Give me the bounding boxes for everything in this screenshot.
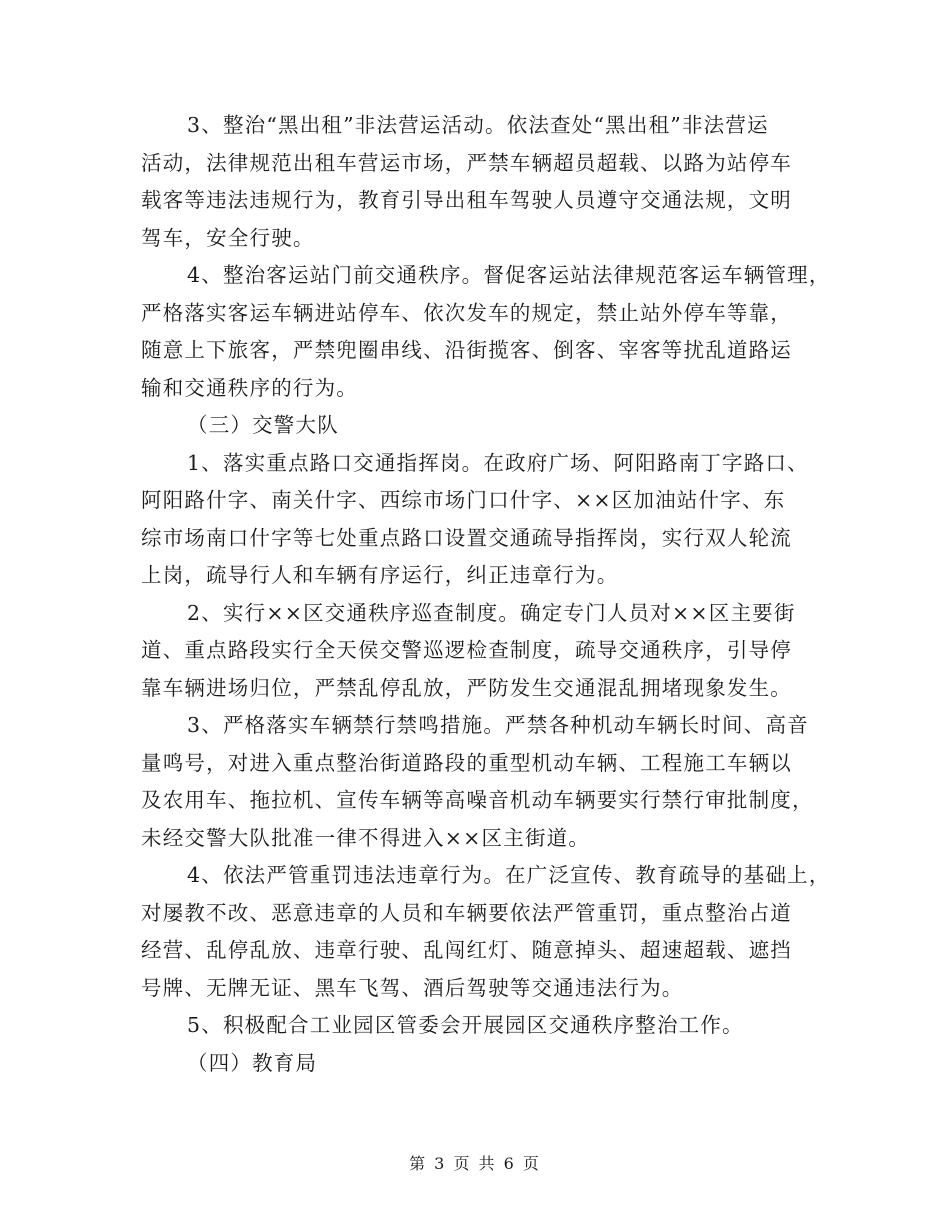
paragraph <box>141 257 831 407</box>
text-line: 4、依法严管重罚违法违章行为。在广泛宣传、教育疏导的基础上， <box>187 863 831 887</box>
text-line: 5、积极配合工业园区管委会开展园区交通秩序整治工作。 <box>187 1013 744 1037</box>
paragraph <box>141 1007 831 1045</box>
text-line: 载客等违法违规行为，教育引导出租车驾驶人员遵守交通法规，文明 <box>141 188 792 212</box>
heading-text: （四）教育局 <box>187 1050 318 1075</box>
page-footer: 第 3 页 共 6 页 <box>409 1154 541 1173</box>
paragraph <box>141 107 831 257</box>
text-line: 4、整治客运站门前交通秩序。督促客运站法律规范客运车辆管理， <box>187 263 831 287</box>
text-line: 量鸣号，对进入重点整治街道路段的重型机动车辆、工程施工车辆以 <box>141 750 792 775</box>
text-line: 号牌、无牌无证、黑车飞驾、酒后驾驶等交通违法行为。 <box>141 975 684 1000</box>
paragraph <box>141 445 831 595</box>
text-line: 1、落实重点路口交通指挥岗。在政府广场、阿阳路南丁字路口、 <box>187 450 809 475</box>
text-line: 及农用车、拖拉机、宣传车辆等高噪音机动车辆要实行禁行审批制度， <box>141 788 814 812</box>
text-line: 输和交通秩序的行为。 <box>141 375 358 400</box>
text-line: 综市场南口什字等七处重点路口设置交通疏导指挥岗，实行双人轮流 <box>141 525 792 550</box>
text-line: 道、重点路段实行全天侯交警巡逻检查制度，疏导交通秩序，引导停 <box>141 638 792 662</box>
text-line: 阿阳路什字、南关什字、西综市场门口什字、××区加油站什字、东 <box>141 488 786 512</box>
text-line: 经营、乱停乱放、违章行驶、乱闯红灯、随意掉头、超速超载、遮挡 <box>141 938 792 962</box>
section-heading <box>141 407 831 445</box>
text-line: 驾车，安全行驶。 <box>141 225 315 250</box>
heading-text: （三）交警大队 <box>187 413 339 437</box>
text-line: 上岗，疏导行人和车辆有序运行，纠正违章行为。 <box>141 563 619 587</box>
text-line: 3、整治“黑出租”非法营运活动。依法查处“黑出租”非法营运 <box>187 113 769 137</box>
text-line: 2、实行××区交通秩序巡查制度。确定专门人员对××区主要街 <box>187 600 796 625</box>
paragraph <box>141 857 831 1007</box>
text-line: 未经交警大队批准一律不得进入××区主街道。 <box>141 825 591 850</box>
text-line: 3、严格落实车辆禁行禁鸣措施。严禁各种机动车辆长时间、高音 <box>187 713 809 737</box>
text-line: 严格落实客运车辆进站停车、依次发车的规定，禁止站外停车等靠， <box>141 300 792 325</box>
text-line: 靠车辆进场归位，严禁乱停乱放，严防发生交通混乱拥堵现象发生。 <box>141 675 792 700</box>
text-line: 活动，法律规范出租车营运市场，严禁车辆超员超载、以路为站停车 <box>141 150 792 175</box>
section-heading <box>141 1045 831 1083</box>
paragraph <box>141 595 831 708</box>
text-line: 随意上下旅客，严禁兜圈串线、沿街揽客、倒客、宰客等扰乱道路运 <box>141 338 792 362</box>
text-line: 对屡教不改、恶意违章的人员和车辆要依法严管重罚，重点整治占道 <box>141 900 792 925</box>
paragraph <box>141 707 831 857</box>
document-body <box>141 107 831 1082</box>
